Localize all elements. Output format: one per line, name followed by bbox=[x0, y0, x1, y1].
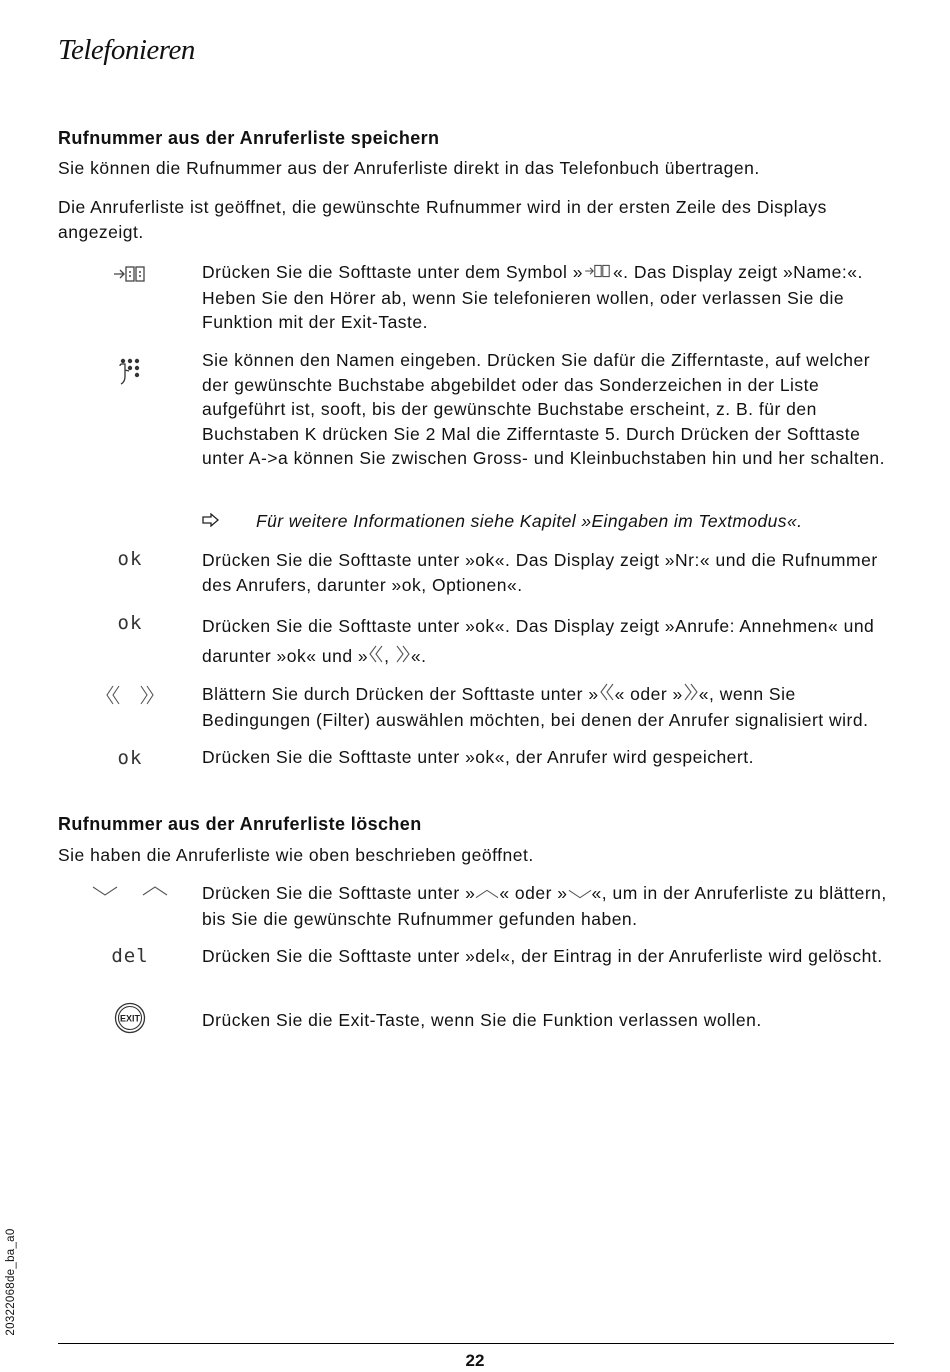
chevron-up-icon bbox=[142, 884, 168, 902]
step-text: «, um in der Anruferliste zu blättern, bis Sie die gewünschte Rufnummer gefunden haben. bbox=[202, 883, 887, 929]
document-code: 20322068de_ba_a0 bbox=[5, 1228, 17, 1336]
step-confirm-ok-2 bbox=[202, 611, 894, 672]
double-left-icon bbox=[368, 642, 384, 672]
section-heading-save: Rufnummer aus der Anruferliste speichern bbox=[58, 128, 440, 148]
note-text-mode bbox=[202, 509, 894, 533]
step-scroll-filter bbox=[202, 682, 894, 732]
ok-softkey: ok bbox=[117, 612, 143, 634]
step-confirm-ok: Drücken Sie die Softtaste unter »ok«. Das Display zeigt »Nr:« und die Rufnummer des Anrufers, darunter »ok, Optionen«. bbox=[202, 550, 878, 595]
double-right-icon bbox=[139, 685, 155, 710]
keypad-icon bbox=[100, 354, 160, 388]
step-delete-entry: Drücken Sie die Softtaste unter »del«, der Eintrag in der Anruferliste wird gelöscht. bbox=[202, 946, 883, 966]
page-number: 22 bbox=[465, 1351, 485, 1370]
add-to-phonebook-icon bbox=[100, 262, 160, 286]
step-text: Blättern Sie durch Drücken der Softtaste unter » bbox=[202, 684, 599, 704]
step-exit: Drücken Sie die Exit-Taste, wenn Sie die Funktion verlassen wollen. bbox=[202, 1010, 762, 1030]
ok-softkey: ok bbox=[117, 747, 143, 769]
step-text: Drücken Sie die Softtaste unter »ok«. Das Display zeigt »Anrufe: Annehmen« und darunter »ok« und » bbox=[202, 616, 875, 666]
double-left-icon bbox=[599, 683, 615, 708]
note-arrow-icon bbox=[202, 509, 256, 533]
exit-key-label: EXIT bbox=[119, 1013, 141, 1024]
double-right-icon bbox=[683, 683, 699, 708]
ok-softkey: ok bbox=[117, 548, 143, 570]
section-heading-delete: Rufnummer aus der Anruferliste löschen bbox=[58, 814, 422, 834]
section-intro-delete: Sie haben die Anruferliste wie oben beschrieben geöffnet. bbox=[58, 845, 534, 865]
section-context-save: Die Anruferliste ist geöffnet, die gewünschte Rufnummer wird in der ersten Zeile des Displays angezeigt. bbox=[58, 197, 827, 242]
step-text: «. Das Display zeigt »Name:«. Heben Sie den Hörer ab, wenn Sie telefonieren wollen, oder verlassen Sie die Funktion mit der Exit-Taste. bbox=[202, 262, 863, 333]
chevron-down-icon bbox=[568, 882, 592, 907]
step-text: « oder » bbox=[614, 684, 683, 704]
note-text: Für weitere Informationen siehe Kapitel »Eingaben im Textmodus«. bbox=[256, 511, 803, 531]
navigation-keys bbox=[92, 882, 168, 904]
step-text: « oder » bbox=[499, 883, 568, 903]
step-text: Drücken Sie die Softtaste unter dem Symbol » bbox=[202, 262, 583, 282]
step-text: «. bbox=[410, 646, 427, 666]
scroll-keys bbox=[105, 683, 155, 711]
double-right-icon bbox=[395, 642, 411, 672]
chapter-title: Telefonieren bbox=[58, 34, 195, 66]
step-text: «, wenn Sie Bedingungen (Filter) auswählen möchten, bei denen der Anrufer signalisiert wird. bbox=[202, 684, 869, 730]
step-browse-list bbox=[202, 881, 894, 931]
step-enter-name: Sie können den Namen eingeben. Drücken Sie dafür die Zifferntaste, auf welcher der gewünschte Buchstabe abgebildet oder das Sonderzeichen in der Liste aufgeführt ist, sooft, bis der gewünschte Buchstabe erscheint, z. B. für den Buchstaben K drücken Sie 2 Mal die Zifferntaste 5. Durch Drücken der Softtaste unter A->a können Sie zwischen Gross- und Kleinbuchstaben hin und her schalten. bbox=[202, 350, 886, 468]
step-open-phonebook bbox=[202, 260, 894, 335]
step-text: Drücken Sie die Softtaste unter » bbox=[202, 883, 476, 903]
step-save-caller: Drücken Sie die Softtaste unter »ok«, der Anrufer wird gespeichert. bbox=[202, 747, 754, 767]
chevron-down-icon bbox=[92, 884, 118, 902]
add-to-phonebook-icon bbox=[583, 261, 613, 286]
double-left-icon bbox=[105, 685, 121, 710]
step-text: , bbox=[384, 646, 395, 666]
exit-key-icon bbox=[100, 1002, 160, 1034]
section-intro-save: Sie können die Rufnummer aus der Anruferliste direkt in das Telefonbuch übertragen. bbox=[58, 158, 760, 178]
footer-rule bbox=[58, 1343, 894, 1344]
chevron-up-icon bbox=[475, 882, 499, 907]
del-softkey: del bbox=[111, 945, 149, 967]
